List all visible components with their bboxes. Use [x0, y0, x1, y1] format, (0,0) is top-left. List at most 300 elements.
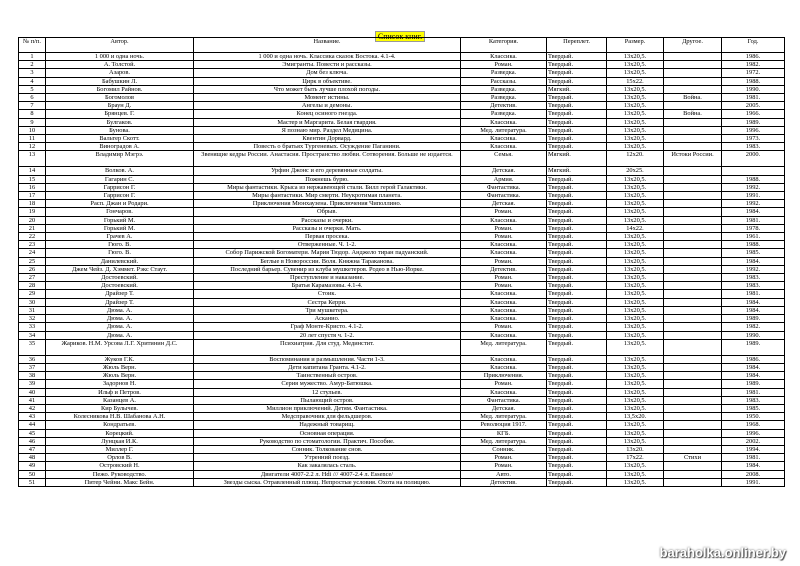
binding-cell: Твердый. — [547, 118, 607, 126]
size-cell: 13x20,5. — [607, 241, 664, 249]
other-cell — [664, 77, 722, 85]
year-cell: 1992. — [722, 200, 785, 208]
year-cell: 1983. — [722, 282, 785, 290]
row-number: 2 — [19, 61, 46, 69]
title-cell: Конец осиного гнезда. — [194, 110, 461, 118]
category-cell: Детская. — [461, 200, 547, 208]
other-cell — [664, 85, 722, 93]
binding-cell: Твердый. — [547, 175, 607, 183]
title-cell: Квентин Дорвард. — [194, 135, 461, 143]
title-cell: Руководство по стоматологии. Практич. Пособие. — [194, 437, 461, 445]
year-cell: 1988. — [722, 77, 785, 85]
column-header-title: Название. — [194, 38, 461, 53]
category-cell: Классика. — [461, 249, 547, 257]
row-number: 3 — [19, 69, 46, 77]
row-number: 24 — [19, 249, 46, 257]
binding-cell: Твердый. — [547, 323, 607, 331]
other-cell — [664, 192, 722, 200]
table-row — [19, 437, 785, 445]
author-cell: Горький М. — [46, 216, 194, 224]
table-row — [19, 257, 785, 265]
year-cell: 1950. — [722, 413, 785, 421]
author-cell: Жуков Г.К. — [46, 355, 194, 363]
title-cell: Сонник. Толкование снов. — [194, 445, 461, 453]
column-header-size: Размер. — [607, 38, 664, 53]
binding-cell: Мягкий. — [547, 151, 607, 167]
other-cell — [664, 53, 722, 61]
category-cell: Разведка. — [461, 94, 547, 102]
other-cell — [664, 413, 722, 421]
year-cell: 2008. — [722, 470, 785, 478]
size-cell: 13,5x20. — [607, 413, 664, 421]
size-cell: 13x20,5. — [607, 478, 664, 486]
column-header-number: № п/п. — [19, 38, 46, 53]
author-cell: Жариков. Н.М. Урсова Л.Г. Хритинин Д.С. — [46, 339, 194, 355]
other-cell — [664, 249, 722, 257]
other-cell: Война. — [664, 110, 722, 118]
author-cell: Булгаков. — [46, 118, 194, 126]
binding-cell: Твердый. — [547, 404, 607, 412]
year-cell: 1991. — [722, 478, 785, 486]
author-cell: Гончаров. — [46, 208, 194, 216]
category-cell: Классика. — [461, 53, 547, 61]
binding-cell: Твердый. — [547, 355, 607, 363]
category-cell: Роман. — [461, 208, 547, 216]
title-cell: Три мушкетера. — [194, 306, 461, 314]
row-number: 18 — [19, 200, 46, 208]
title-cell: Рассказы и очерки. — [194, 216, 461, 224]
year-cell: 1988. — [722, 241, 785, 249]
year-cell: 2000. — [722, 151, 785, 167]
binding-cell: Твердый. — [547, 216, 607, 224]
row-number: 30 — [19, 298, 46, 306]
year-cell: 1978. — [722, 224, 785, 232]
size-cell: 13x20,5. — [607, 274, 664, 282]
table-row — [19, 135, 785, 143]
binding-cell: Твердый. — [547, 315, 607, 323]
size-cell: 13x20,5. — [607, 363, 664, 371]
year-cell: 1982. — [722, 61, 785, 69]
binding-cell: Твердый. — [547, 135, 607, 143]
title-cell: Дом без ключа. — [194, 69, 461, 77]
table-row — [19, 323, 785, 331]
author-cell: Гюго. В. — [46, 241, 194, 249]
category-cell: Классика. — [461, 315, 547, 323]
table-row — [19, 396, 785, 404]
row-number: 49 — [19, 462, 46, 470]
table-row — [19, 470, 785, 478]
table-row — [19, 363, 785, 371]
binding-cell: Твердый. — [547, 61, 607, 69]
table-row — [19, 143, 785, 151]
row-number: 35 — [19, 339, 46, 355]
author-cell: Задорнов Н. — [46, 380, 194, 388]
category-cell: Роман. — [461, 282, 547, 290]
year-cell: 1968. — [722, 421, 785, 429]
size-cell: 13x20,5. — [607, 135, 664, 143]
author-cell: Азаров. — [46, 69, 194, 77]
row-number: 29 — [19, 290, 46, 298]
binding-cell: Твердый. — [547, 421, 607, 429]
author-cell: Достоевский. — [46, 282, 194, 290]
size-cell: 13x20,5. — [607, 265, 664, 273]
binding-cell: Мягкий. — [547, 85, 607, 93]
title-cell: Асканио. — [194, 315, 461, 323]
year-cell: 1972. — [722, 69, 785, 77]
size-cell: 13x20,5. — [607, 396, 664, 404]
title-cell: Основная операция. — [194, 429, 461, 437]
binding-cell: Твердый. — [547, 69, 607, 77]
binding-cell: Твердый. — [547, 454, 607, 462]
binding-cell: Твердый. — [547, 331, 607, 339]
binding-cell: Твердый. — [547, 126, 607, 134]
row-number: 38 — [19, 372, 46, 380]
size-cell: 13x20. — [607, 445, 664, 453]
year-cell: 1983. — [722, 143, 785, 151]
author-cell: Дюма. А. — [46, 315, 194, 323]
title-cell: Надежный товарищ. — [194, 421, 461, 429]
table-row — [19, 216, 785, 224]
category-cell: Детская. — [461, 404, 547, 412]
size-cell: 13x20,5. — [607, 102, 664, 110]
size-cell: 13x20,5. — [607, 118, 664, 126]
year-cell: 1984. — [722, 363, 785, 371]
row-number: 7 — [19, 102, 46, 110]
category-cell: Мед. литература. — [461, 126, 547, 134]
year-cell: 1984. — [722, 372, 785, 380]
other-cell — [664, 388, 722, 396]
year-cell: 1989. — [722, 339, 785, 355]
category-cell: Классика. — [461, 290, 547, 298]
other-cell — [664, 363, 722, 371]
author-cell: Драйзер Т. — [46, 298, 194, 306]
size-cell: 13x20,5. — [607, 183, 664, 191]
other-cell — [664, 282, 722, 290]
size-cell: 13x20,5. — [607, 437, 664, 445]
size-cell: 13x20,5. — [607, 192, 664, 200]
title-cell: Приключения Мюнхаузена. Приключения Чиполлино. — [194, 200, 461, 208]
binding-cell: Твердый. — [547, 233, 607, 241]
title-cell: Звенящие кедры России. Анастасия. Пространство любви. Сотворения. Больше не издается. — [194, 151, 461, 167]
other-cell — [664, 315, 722, 323]
category-cell: Роман. — [461, 274, 547, 282]
table-row — [19, 462, 785, 470]
title-cell: Я познаю мир. Раздел Медицина. — [194, 126, 461, 134]
size-cell: 13x20,5. — [607, 143, 664, 151]
year-cell: 1988. — [722, 175, 785, 183]
author-cell: Расп. Джан и Родари. — [46, 200, 194, 208]
row-number: 21 — [19, 224, 46, 232]
title-cell: Мастер и Маргарита. Белая гвардия. — [194, 118, 461, 126]
year-cell: 1985. — [722, 404, 785, 412]
category-cell: Классика. — [461, 118, 547, 126]
title-cell: Цирк в объективе. — [194, 77, 461, 85]
other-cell — [664, 380, 722, 388]
year-cell: 1981. — [722, 454, 785, 462]
author-cell: Богомолов — [46, 94, 194, 102]
year-cell: 1984. — [722, 208, 785, 216]
title-cell: Звезды сыска. Отравленный плющ. Непростые условия. Охота на полицию. — [194, 478, 461, 486]
title-cell: Таинственный остров. — [194, 372, 461, 380]
title-cell: Медсправочник для фельдшеров. — [194, 413, 461, 421]
binding-cell: Твердый. — [547, 388, 607, 396]
table-row — [19, 478, 785, 486]
table-row — [19, 102, 785, 110]
category-cell: Роман. — [461, 462, 547, 470]
row-number: 28 — [19, 282, 46, 290]
table-row — [19, 249, 785, 257]
title-cell: Братья Карамазовы. 4.1-4. — [194, 282, 461, 290]
binding-cell: Твердый. — [547, 224, 607, 232]
table-row — [19, 110, 785, 118]
year-cell: 1989. — [722, 315, 785, 323]
size-cell: 13x20,5. — [607, 200, 664, 208]
binding-cell: Твердый. — [547, 192, 607, 200]
table-row — [19, 224, 785, 232]
row-number: 33 — [19, 323, 46, 331]
year-cell: 1984. — [722, 298, 785, 306]
year-cell: 1989. — [722, 118, 785, 126]
author-cell: Вальтер Скотт. — [46, 135, 194, 143]
size-cell: 13x20,5. — [607, 216, 664, 224]
other-cell — [664, 421, 722, 429]
year-cell: 1961. — [722, 233, 785, 241]
author-cell: Жюль Верн. — [46, 363, 194, 371]
category-cell: Классика. — [461, 363, 547, 371]
year-cell: 1991. — [722, 192, 785, 200]
other-cell — [664, 298, 722, 306]
other-cell — [664, 445, 722, 453]
title-cell: Утренний поезд. — [194, 454, 461, 462]
binding-cell: Твердый. — [547, 290, 607, 298]
author-cell: Казанцев А. — [46, 396, 194, 404]
row-number: 20 — [19, 216, 46, 224]
table-row — [19, 208, 785, 216]
table-row — [19, 290, 785, 298]
row-number: 1 — [19, 53, 46, 61]
table-row — [19, 282, 785, 290]
author-cell: Миллер Г. — [46, 445, 194, 453]
author-cell: Драйзер Т. — [46, 290, 194, 298]
binding-cell: Твердый. — [547, 274, 607, 282]
category-cell: Революция 1917. — [461, 421, 547, 429]
other-cell — [664, 241, 722, 249]
table-row — [19, 445, 785, 453]
other-cell — [664, 404, 722, 412]
title-cell: Рассказы и очерки. Мать. — [194, 224, 461, 232]
author-cell: Лунцкая И.К. — [46, 437, 194, 445]
row-number: 40 — [19, 388, 46, 396]
title-cell: Как закалялась сталь. — [194, 462, 461, 470]
title-cell: Урфин Джонс и его деревянные солдаты. — [194, 167, 461, 175]
row-number: 16 — [19, 183, 46, 191]
other-cell — [664, 208, 722, 216]
table-row — [19, 413, 785, 421]
title-cell: Повесть о братьях Тургеневых. Осуждение Паганини. — [194, 143, 461, 151]
size-cell: 13x20,5. — [607, 175, 664, 183]
row-number: 4 — [19, 77, 46, 85]
size-cell: 15x22. — [607, 77, 664, 85]
year-cell — [722, 167, 785, 175]
size-cell: 13x20,5. — [607, 85, 664, 93]
binding-cell: Твердый. — [547, 298, 607, 306]
other-cell — [664, 167, 722, 175]
table-row — [19, 126, 785, 134]
other-cell: Война. — [664, 94, 722, 102]
other-cell — [664, 274, 722, 282]
author-cell: Жюль Верн. — [46, 372, 194, 380]
category-cell: Рассказы. — [461, 77, 547, 85]
table-row — [19, 339, 785, 355]
year-cell: 1990. — [722, 331, 785, 339]
title-cell: Отверженные. Ч. 1-2. — [194, 241, 461, 249]
binding-cell: Твердый. — [547, 282, 607, 290]
category-cell: Классика. — [461, 216, 547, 224]
row-number: 15 — [19, 175, 46, 183]
row-number: 45 — [19, 429, 46, 437]
title-cell: Обрыв. — [194, 208, 461, 216]
author-cell: Богомил Райнов. — [46, 85, 194, 93]
year-cell: 1984. — [722, 306, 785, 314]
row-number: 32 — [19, 315, 46, 323]
year-cell: 1992. — [722, 183, 785, 191]
column-header-binding: Переплет. — [547, 38, 607, 53]
other-cell — [664, 118, 722, 126]
table-header-row — [19, 38, 785, 53]
table-row — [19, 274, 785, 282]
other-cell — [664, 175, 722, 183]
author-cell: Колесникова Н.В. Шабанова А.Н. — [46, 413, 194, 421]
binding-cell: Твердый. — [547, 478, 607, 486]
title-cell: Пожнешь бурю. — [194, 175, 461, 183]
year-cell: 1981. — [722, 94, 785, 102]
other-cell — [664, 216, 722, 224]
other-cell — [664, 478, 722, 486]
size-cell: 13x20,5. — [607, 94, 664, 102]
other-cell — [664, 290, 722, 298]
category-cell: Классика. — [461, 143, 547, 151]
binding-cell: Твердый. — [547, 363, 607, 371]
author-cell: Кир Булычев. — [46, 404, 194, 412]
size-cell: 13x20,5. — [607, 339, 664, 355]
row-number: 25 — [19, 257, 46, 265]
row-number: 36 — [19, 355, 46, 363]
other-cell — [664, 462, 722, 470]
row-number: 13 — [19, 151, 46, 167]
table-row — [19, 233, 785, 241]
size-cell: 13x20,5. — [607, 429, 664, 437]
category-cell: Роман. — [461, 224, 547, 232]
year-cell: 1984. — [722, 462, 785, 470]
category-cell: Классика. — [461, 331, 547, 339]
row-number: 14 — [19, 167, 46, 175]
title-cell: Воспоминания и размышления. Части 1-3. — [194, 355, 461, 363]
category-cell: Армия. — [461, 175, 547, 183]
size-cell: 13x20,5. — [607, 380, 664, 388]
title-cell: Дети капитана Гранта. 4.1-2. — [194, 363, 461, 371]
category-cell: Детектив. — [461, 478, 547, 486]
binding-cell: Твердый. — [547, 257, 607, 265]
table-row — [19, 331, 785, 339]
year-cell: 1996. — [722, 429, 785, 437]
category-cell: Классика. — [461, 298, 547, 306]
size-cell: 13x20,5. — [607, 315, 664, 323]
binding-cell: Твердый. — [547, 102, 607, 110]
size-cell: 13x20,5. — [607, 69, 664, 77]
size-cell: 13x20,5. — [607, 53, 664, 61]
size-cell: 13x20,5. — [607, 323, 664, 331]
category-cell: Классика. — [461, 135, 547, 143]
table-row — [19, 454, 785, 462]
category-cell: Классика. — [461, 388, 547, 396]
table-row — [19, 61, 785, 69]
size-cell: 13x20,5. — [607, 233, 664, 241]
table-row — [19, 53, 785, 61]
size-cell: 13x20,5. — [607, 257, 664, 265]
size-cell: 13x20,5. — [607, 282, 664, 290]
other-cell — [664, 257, 722, 265]
row-number: 11 — [19, 135, 46, 143]
author-cell: Островский Н. — [46, 462, 194, 470]
row-number: 19 — [19, 208, 46, 216]
title-cell: Беглые в Новороссии. Воля. Княжна Тараканова. — [194, 257, 461, 265]
other-cell — [664, 331, 722, 339]
other-cell — [664, 183, 722, 191]
author-cell: Гагарин С. — [46, 175, 194, 183]
other-cell: Истоки России. — [664, 151, 722, 167]
year-cell: 2005. — [722, 102, 785, 110]
table-row — [19, 200, 785, 208]
author-cell: Достоевский. — [46, 274, 194, 282]
size-cell: 13x20,5. — [607, 208, 664, 216]
year-cell: 1990. — [722, 85, 785, 93]
author-cell: Бабушкин Л. — [46, 77, 194, 85]
category-cell: Разведка. — [461, 69, 547, 77]
row-number: 37 — [19, 363, 46, 371]
year-cell: 1981. — [722, 290, 785, 298]
binding-cell: Твердый. — [547, 249, 607, 257]
table-row — [19, 85, 785, 93]
table-row — [19, 315, 785, 323]
title-cell: Ангелы и демоны. — [194, 102, 461, 110]
size-cell: 13x20,5. — [607, 331, 664, 339]
category-cell: Авто. — [461, 470, 547, 478]
row-number: 42 — [19, 404, 46, 412]
other-cell — [664, 372, 722, 380]
size-cell: 12x20. — [607, 151, 664, 167]
binding-cell: Твердый. — [547, 372, 607, 380]
row-number: 17 — [19, 192, 46, 200]
title-cell: Миры фантастики. Крыса из нержавеющей стали. Билл герой Галактики. — [194, 183, 461, 191]
row-number: 51 — [19, 478, 46, 486]
category-cell: Сонник. — [461, 445, 547, 453]
title-cell: 12 стульев. — [194, 388, 461, 396]
category-cell: Семья. — [461, 151, 547, 167]
table-row — [19, 355, 785, 363]
category-cell: Приключения. — [461, 372, 547, 380]
category-cell: Роман. — [461, 233, 547, 241]
table-row — [19, 404, 785, 412]
size-cell: 13x20,5. — [607, 462, 664, 470]
year-cell: 1966. — [722, 110, 785, 118]
column-header-other: Другое. — [664, 38, 722, 53]
table-row — [19, 306, 785, 314]
binding-cell: Мягкий. — [547, 167, 607, 175]
other-cell — [664, 143, 722, 151]
binding-cell: Твердый. — [547, 306, 607, 314]
other-cell: Стихи — [664, 454, 722, 462]
author-cell: Ильф и Петров. — [46, 388, 194, 396]
